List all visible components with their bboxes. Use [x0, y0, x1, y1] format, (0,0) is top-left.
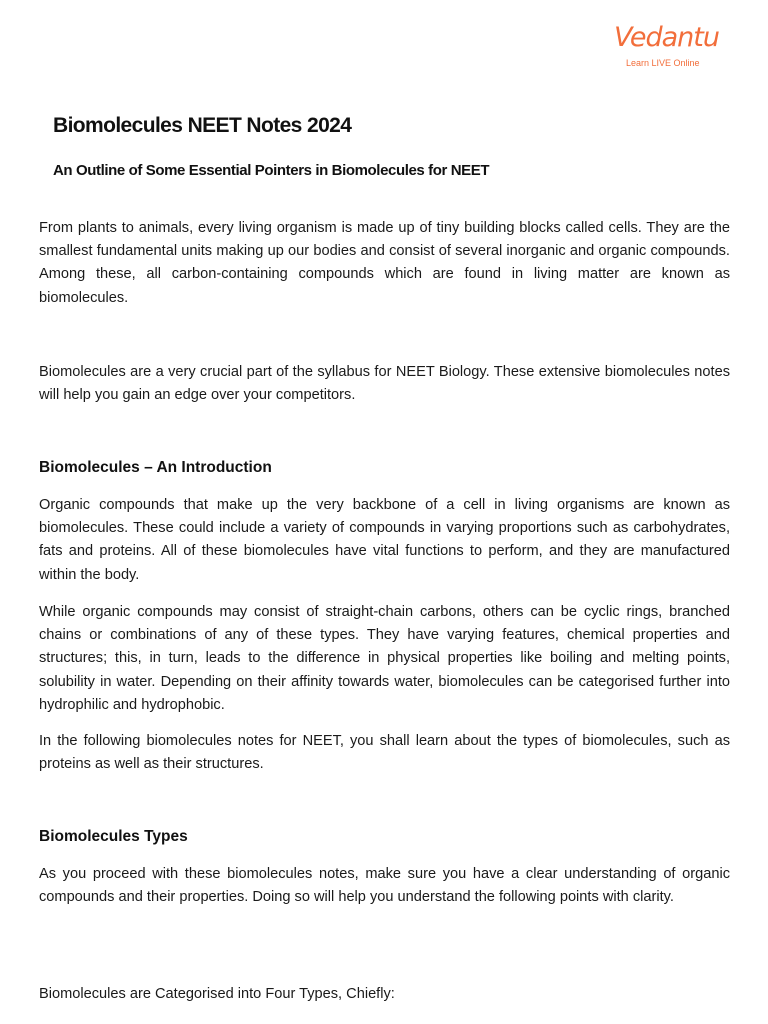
syllabus-paragraph: Biomolecules are a very crucial part of the syllabus for NEET Biology. These extensive biomolecules notes will help you gain an edge over your competitors. [39, 364, 730, 404]
introduction-paragraph-3: In the following biomolecules notes for NEET, you shall learn about the types of biomolecules, such as proteins as well as their structures. [39, 733, 730, 773]
types-heading: Biomolecules Types [39, 828, 188, 845]
logo-wordmark: Vedantu [614, 22, 719, 53]
introduction-paragraph-1: Organic compounds that make up the very backbone of a cell in living organisms are known as biomolecules. These could include a variety of compounds in varying proportions such as carbohydrates, fats and proteins. All of these biomolecules have vital functions to perform, and they are manufactured within the body. [39, 497, 730, 583]
types-paragraph-2: Biomolecules are Categorised into Four Types, Chiefly: [39, 986, 395, 1002]
types-paragraph-1: As you proceed with these biomolecules notes, make sure you have a clear understanding of organic compounds and their properties. Doing so will help you understand the following points with clarity. [39, 866, 730, 906]
intro-paragraph: From plants to animals, every living organism is made up of tiny building blocks called cells. They are the smallest fundamental units making up our bodies and consist of several inorganic and organic compounds. Among these, all carbon-containing compounds which are found in living matter are known as biomolecules. [39, 220, 730, 306]
logo-tagline: Learn LIVE Online [626, 58, 700, 68]
introduction-paragraph-2: While organic compounds may consist of straight-chain carbons, others can be cyclic rings, branched chains or combinations of any of these types. They have varying features, chemical properties and structures; this, in turn, leads to the difference in physical properties like boiling and melting points, solubility in water. Depending on their affinity towards water, biomolecules can be categorised further into hydrophilic and hydrophobic. [39, 604, 730, 713]
page-subtitle: An Outline of Some Essential Pointers in Biomolecules for NEET [53, 162, 490, 179]
page-title: Biomolecules NEET Notes 2024 [53, 114, 352, 137]
vedantu-logo [612, 22, 719, 72]
introduction-heading: Biomolecules – An Introduction [39, 459, 272, 476]
